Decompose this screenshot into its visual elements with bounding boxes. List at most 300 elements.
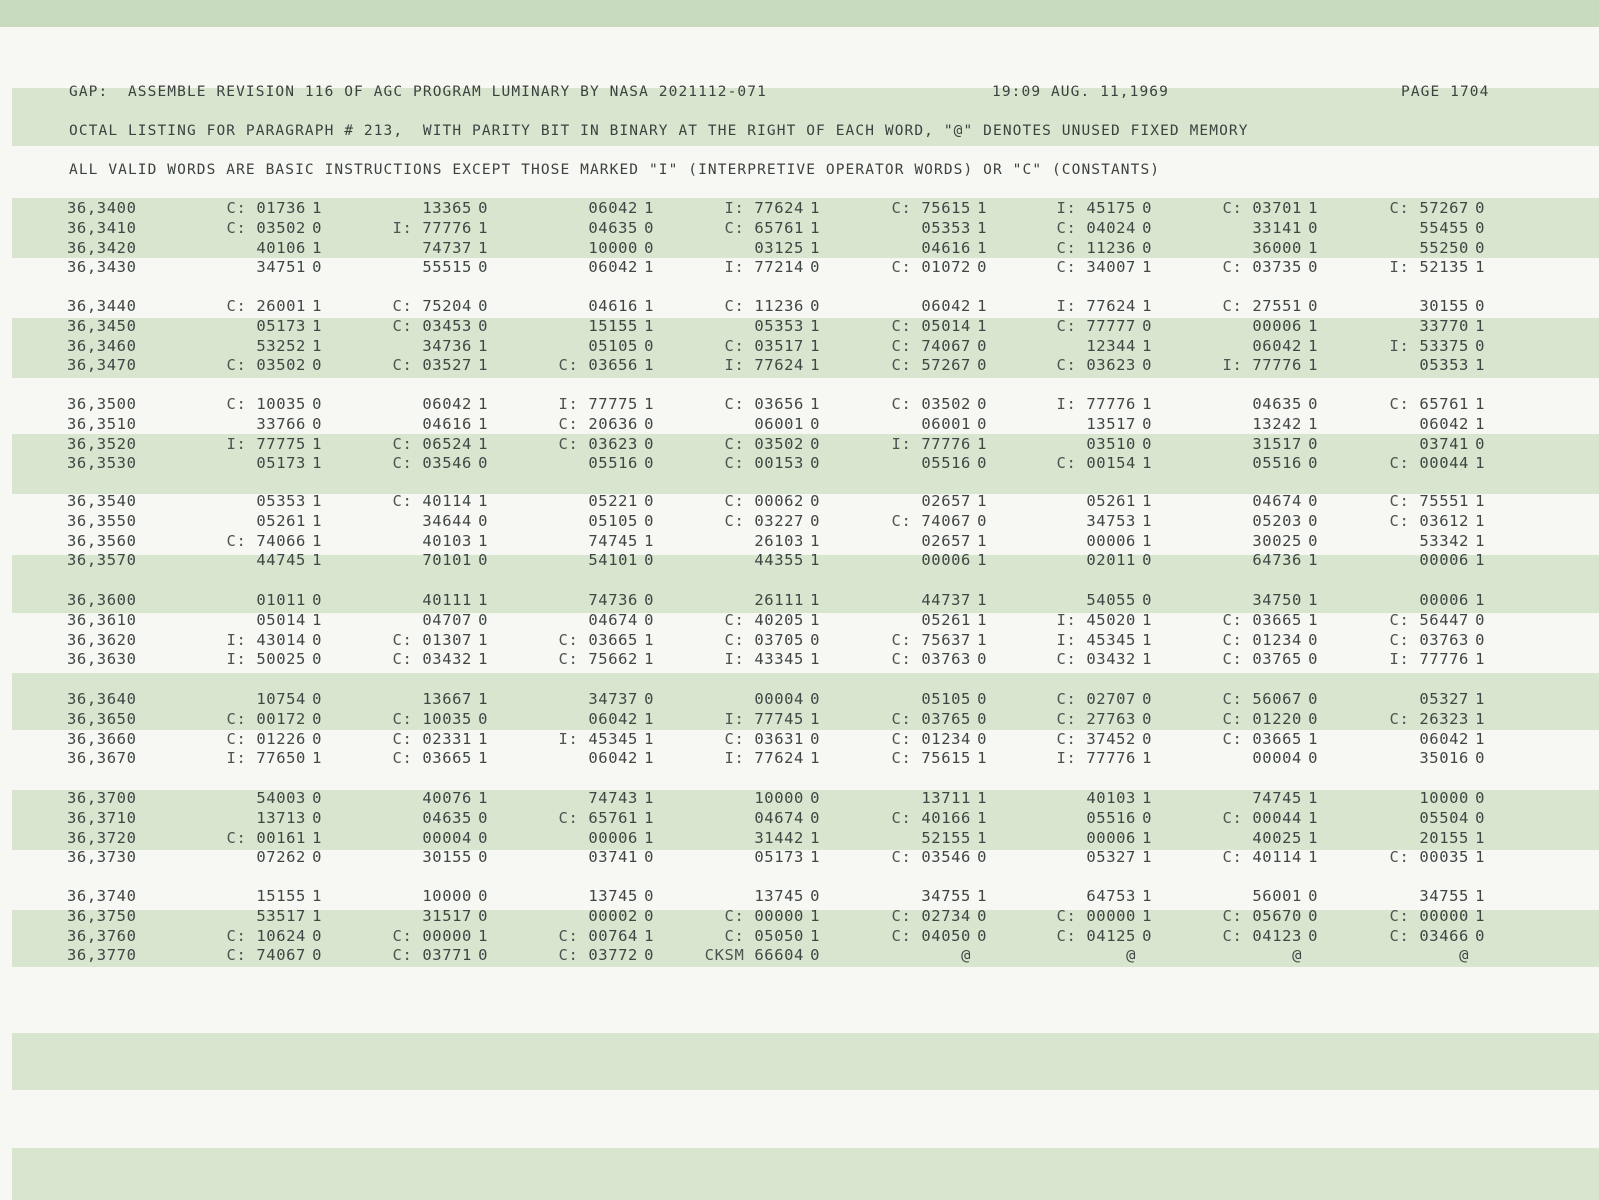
octal-word: [827, 551, 987, 569]
word-value: 26111: [754, 591, 804, 609]
parity-bit: 0: [977, 650, 987, 669]
octal-word: [827, 749, 987, 767]
octal-word: [494, 239, 654, 257]
word-value: 74736: [588, 591, 638, 609]
word-value: 03125: [754, 238, 804, 257]
parity-bit: 1: [644, 729, 654, 748]
octal-word: [1158, 239, 1318, 257]
word-value: 13745: [754, 887, 804, 905]
row-address: 36,3600: [67, 591, 137, 609]
octal-word: [494, 356, 654, 374]
word-value: 00000: [754, 906, 804, 925]
word-value: @: [1126, 946, 1136, 965]
parity-bit: 1: [644, 395, 654, 413]
octal-word: [660, 337, 820, 355]
octal-word: [494, 219, 654, 237]
parity-bit: 1: [1142, 887, 1152, 905]
word-value: 05353: [921, 218, 971, 237]
word-value: 12344: [1086, 336, 1136, 355]
parity-bit: 0: [1142, 808, 1152, 827]
parity-bit: 1: [312, 238, 322, 257]
word-value: 00006: [1252, 316, 1302, 335]
octal-word: [1325, 199, 1485, 217]
row-address: 36,3570: [67, 551, 137, 570]
word-value: 40025: [1252, 828, 1302, 847]
word-type-marker: C:: [226, 199, 257, 217]
word-value: 45020: [1086, 610, 1136, 629]
parity-bit: 1: [977, 630, 987, 649]
parity-bit: 1: [810, 591, 820, 609]
parity-bit: 1: [1475, 258, 1485, 277]
parity-bit: 0: [1142, 238, 1152, 257]
word-type-marker: I:: [226, 434, 257, 453]
octal-word: [827, 239, 987, 257]
parity-bit: 0: [977, 336, 987, 355]
octal-word: [1325, 749, 1485, 767]
word-value: 75551: [1419, 492, 1469, 510]
word-value: 74067: [921, 336, 971, 355]
word-type-marker: C:: [891, 316, 922, 335]
parity-bit: 0: [1308, 906, 1318, 925]
octal-word: [328, 730, 488, 748]
octal-word: [162, 239, 322, 257]
parity-bit: 0: [810, 492, 820, 510]
octal-word: [1158, 219, 1318, 237]
parity-bit: 1: [478, 650, 488, 669]
parity-bit: 0: [810, 946, 820, 965]
parity-bit: 1: [810, 551, 820, 570]
parity-bit: 1: [1308, 238, 1318, 257]
row-address: 36,3520: [67, 434, 137, 453]
parity-bit: 0: [644, 591, 654, 609]
word-type-marker: C:: [392, 709, 423, 728]
row-address: 36,3700: [67, 789, 137, 807]
octal-word: [1325, 829, 1485, 847]
parity-bit: 1: [810, 356, 820, 375]
word-value: 43014: [256, 630, 306, 649]
parity-bit: 0: [810, 808, 820, 827]
word-value: 01226: [256, 729, 306, 748]
octal-word: [162, 927, 322, 945]
word-value: 45345: [1086, 630, 1136, 649]
octal-word: [992, 887, 1152, 905]
octal-word: [1158, 848, 1318, 866]
word-value: 57267: [1419, 199, 1469, 217]
word-type-marker: C:: [891, 848, 922, 867]
parity-bit: 1: [977, 808, 987, 827]
octal-word: [660, 454, 820, 472]
word-value: 04674: [588, 610, 638, 629]
parity-bit: 0: [1475, 336, 1485, 355]
octal-word: [660, 789, 820, 807]
octal-word: [162, 710, 322, 728]
word-type-marker: I:: [1056, 749, 1087, 768]
parity-bit: 0: [644, 551, 654, 570]
word-value: 05504: [1419, 808, 1469, 827]
parity-bit: 1: [1142, 258, 1152, 277]
octal-word: [992, 532, 1152, 550]
parity-bit: 1: [312, 297, 322, 315]
word-type-marker: C:: [891, 395, 922, 413]
octal-word: [827, 650, 987, 668]
word-value: 65761: [588, 808, 638, 827]
octal-word: [827, 710, 987, 728]
parity-bit: 1: [478, 749, 488, 768]
parity-bit: 0: [977, 709, 987, 728]
parity-bit: 0: [1308, 492, 1318, 510]
word-value: 75615: [921, 199, 971, 217]
word-value: 05516: [588, 454, 638, 473]
word-value: 05014: [921, 316, 971, 335]
row-address: 36,3400: [67, 199, 137, 217]
word-value: 00006: [1086, 828, 1136, 847]
octal-word: [1158, 631, 1318, 649]
parity-bit: 1: [312, 749, 322, 768]
word-value: 06524: [422, 434, 472, 453]
word-value: 43345: [754, 650, 804, 669]
parity-bit: 1: [977, 610, 987, 629]
parity-bit: 1: [478, 395, 488, 413]
parity-bit: 0: [977, 414, 987, 433]
parity-bit: 1: [478, 238, 488, 257]
word-type-marker: I:: [226, 650, 257, 669]
octal-word: [494, 415, 654, 433]
word-value: 33766: [256, 414, 306, 433]
parity-bit: 1: [478, 434, 488, 453]
parity-bit: 1: [478, 591, 488, 609]
row-address: 36,3670: [67, 749, 137, 768]
parity-bit: 1: [1475, 906, 1485, 925]
word-value: 03763: [921, 650, 971, 669]
parity-bit: 1: [1308, 356, 1318, 375]
word-value: 77745: [754, 709, 804, 728]
parity-bit: 0: [312, 650, 322, 669]
parity-bit: 0: [1475, 218, 1485, 237]
octal-word: [494, 631, 654, 649]
octal-word: [328, 907, 488, 925]
word-type-marker: C:: [724, 336, 755, 355]
octal-word: [162, 219, 322, 237]
word-type-marker: C:: [1056, 218, 1087, 237]
octal-word: [1158, 789, 1318, 807]
octal-word: [1158, 337, 1318, 355]
word-type-marker: C:: [226, 356, 257, 375]
parity-bit: 0: [312, 414, 322, 433]
parity-bit: 0: [644, 492, 654, 510]
word-value: 01011: [256, 591, 306, 609]
row-address: 36,3620: [67, 630, 137, 649]
parity-bit: 0: [312, 591, 322, 609]
parity-bit: 0: [312, 729, 322, 748]
parity-bit: 1: [810, 709, 820, 728]
word-value: 00004: [1252, 749, 1302, 768]
octal-word: [1158, 650, 1318, 668]
row-address: 36,3730: [67, 848, 137, 867]
word-value: 00004: [754, 690, 804, 708]
parity-bit: 0: [644, 336, 654, 355]
word-value: 05105: [588, 511, 638, 530]
row-address: 36,3650: [67, 709, 137, 728]
parity-bit: 0: [312, 395, 322, 413]
word-value: 26001: [256, 297, 306, 315]
octal-word: [992, 611, 1152, 629]
word-value: 05353: [256, 492, 306, 510]
parity-bit: 1: [644, 828, 654, 847]
word-value: 00172: [256, 709, 306, 728]
word-type-marker: C:: [558, 630, 589, 649]
parity-bit: 0: [810, 434, 820, 453]
octal-word: [1158, 907, 1318, 925]
word-value: 03623: [588, 434, 638, 453]
octal-word: [1325, 730, 1485, 748]
octal-word: [992, 219, 1152, 237]
word-value: 75615: [921, 749, 971, 768]
word-value: 26323: [1419, 709, 1469, 728]
word-value: 77650: [256, 749, 306, 768]
octal-word: [827, 848, 987, 866]
word-value: 31517: [422, 906, 472, 925]
word-value: 13713: [256, 808, 306, 827]
octal-word: [1325, 887, 1485, 905]
word-value: 00006: [921, 551, 971, 570]
word-type-marker: C:: [1222, 610, 1253, 629]
octal-word: [992, 317, 1152, 335]
word-value: 03623: [1086, 356, 1136, 375]
word-type-marker: C:: [558, 808, 589, 827]
word-value: 77624: [1086, 297, 1136, 315]
word-value: 03510: [1086, 434, 1136, 453]
word-value: 06042: [588, 258, 638, 277]
parity-bit: 1: [312, 511, 322, 530]
word-type-marker: C:: [226, 729, 257, 748]
parity-bit: 1: [644, 650, 654, 669]
word-type-marker: C:: [392, 492, 423, 510]
word-value: 34737: [588, 690, 638, 708]
word-value: 34644: [422, 511, 472, 530]
octal-word: [1325, 591, 1485, 609]
parity-bit: 0: [1142, 218, 1152, 237]
word-type-marker: C:: [558, 414, 589, 433]
parity-bit: 1: [810, 749, 820, 768]
octal-word: [1158, 415, 1318, 433]
row-address: 36,3510: [67, 414, 137, 433]
parity-bit: 0: [810, 454, 820, 473]
parity-bit: 1: [644, 316, 654, 335]
word-value: 04635: [1252, 395, 1302, 413]
word-value: 53375: [1419, 336, 1469, 355]
octal-word: [1158, 317, 1318, 335]
parity-bit: 0: [644, 511, 654, 530]
octal-word: [162, 690, 322, 708]
octal-word: [328, 710, 488, 728]
word-type-marker: C:: [724, 218, 755, 237]
word-type-marker: C:: [1222, 709, 1253, 728]
octal-word: [992, 631, 1152, 649]
word-type-marker: I:: [724, 258, 755, 277]
word-value: 03735: [1252, 258, 1302, 277]
octal-word: [1158, 454, 1318, 472]
word-value: 04635: [422, 808, 472, 827]
octal-word: [660, 829, 820, 847]
word-value: 05203: [1252, 511, 1302, 530]
parity-bit: 0: [478, 199, 488, 217]
word-value: 05516: [921, 454, 971, 473]
octal-word: [827, 435, 987, 453]
octal-word: [660, 551, 820, 569]
parity-bit: 0: [312, 218, 322, 237]
octal-word: [494, 749, 654, 767]
row-address: 36,3540: [67, 492, 137, 510]
octal-word: [992, 749, 1152, 767]
word-value: 20155: [1419, 828, 1469, 847]
parity-bit: 0: [1475, 297, 1485, 315]
octal-word: [992, 829, 1152, 847]
parity-bit: 0: [810, 258, 820, 277]
parity-bit: 0: [1475, 434, 1485, 453]
parity-bit: 1: [478, 356, 488, 375]
octal-word: [162, 848, 322, 866]
parity-bit: 0: [1308, 630, 1318, 649]
word-value: 00002: [588, 906, 638, 925]
word-value: 00764: [588, 926, 638, 945]
word-value: 05173: [754, 848, 804, 867]
parity-bit: 1: [810, 336, 820, 355]
word-type-marker: C:: [891, 749, 922, 768]
parity-bit: 1: [1142, 906, 1152, 925]
parity-bit: 0: [1475, 199, 1485, 217]
octal-word: [660, 591, 820, 609]
word-value: 77776: [1419, 650, 1469, 669]
word-value: 34753: [1086, 511, 1136, 530]
word-value: 74067: [256, 946, 306, 965]
word-type-marker: C:: [558, 356, 589, 375]
word-value: 03612: [1419, 511, 1469, 530]
parity-bit: 0: [478, 887, 488, 905]
octal-word: [328, 492, 488, 510]
word-value: @: [1459, 946, 1469, 965]
parity-bit: 1: [1475, 709, 1485, 728]
parity-bit: 1: [977, 828, 987, 847]
word-type-marker: C:: [1056, 709, 1087, 728]
octal-word: [328, 829, 488, 847]
octal-word: [328, 199, 488, 217]
parity-bit: 0: [1308, 650, 1318, 669]
word-value: 02734: [921, 906, 971, 925]
parity-bit: 1: [1475, 356, 1485, 375]
octal-word: [494, 829, 654, 847]
parity-bit: 1: [644, 709, 654, 728]
word-type-marker: C:: [1389, 395, 1420, 413]
parity-bit: 0: [1142, 414, 1152, 433]
octal-word: [1325, 907, 1485, 925]
word-value: 13242: [1252, 414, 1302, 433]
parity-bit: 0: [1142, 199, 1152, 217]
word-value: 13711: [921, 789, 971, 807]
octal-word: [162, 887, 322, 905]
word-value: 77776: [1086, 749, 1136, 768]
octal-word: [328, 631, 488, 649]
parity-bit: 0: [644, 690, 654, 708]
row-address: 36,3750: [67, 906, 137, 925]
word-value: 03765: [921, 709, 971, 728]
word-value: 13667: [422, 690, 472, 708]
word-type-marker: C:: [226, 297, 257, 315]
row-address: 36,3710: [67, 808, 137, 827]
parity-bit: 1: [810, 316, 820, 335]
word-value: 56001: [1252, 887, 1302, 905]
word-type-marker: C:: [1056, 238, 1087, 257]
octal-word: [827, 512, 987, 530]
word-value: 11236: [754, 297, 804, 315]
word-value: 05353: [1419, 356, 1469, 375]
parity-bit: 1: [1142, 749, 1152, 768]
octal-word: [992, 356, 1152, 374]
row-address: 36,3640: [67, 690, 137, 708]
parity-bit: 1: [1142, 828, 1152, 847]
word-value: 03432: [422, 650, 472, 669]
word-value: 53342: [1419, 531, 1469, 550]
parity-bit: 0: [1308, 511, 1318, 530]
octal-word: [992, 591, 1152, 609]
octal-word: [328, 239, 488, 257]
parity-bit: 0: [977, 511, 987, 530]
word-type-marker: C:: [392, 630, 423, 649]
word-type-marker: C:: [1056, 926, 1087, 945]
word-value: 77776: [1252, 356, 1302, 375]
parity-bit: 0: [1475, 808, 1485, 827]
octal-word: [494, 492, 654, 510]
octal-word: [162, 199, 322, 217]
octal-word: [660, 512, 820, 530]
word-type-marker: C:: [724, 492, 755, 510]
parity-bit: 0: [1308, 531, 1318, 550]
word-type-marker: C:: [891, 258, 922, 277]
word-value: 40166: [921, 808, 971, 827]
word-type-marker: C:: [724, 610, 755, 629]
word-value: 04125: [1086, 926, 1136, 945]
word-type-marker: C:: [392, 356, 423, 375]
word-value: 57267: [921, 356, 971, 375]
octal-word: [494, 297, 654, 315]
word-value: 64753: [1086, 887, 1136, 905]
parity-bit: 0: [977, 356, 987, 375]
octal-word: [328, 650, 488, 668]
word-value: 04616: [921, 238, 971, 257]
octal-word: [827, 317, 987, 335]
word-value: 77776: [921, 434, 971, 453]
header-timestamp: 19:09 AUG. 11,1969: [992, 84, 1169, 100]
word-value: 44745: [256, 551, 306, 570]
parity-bit: 0: [1142, 690, 1152, 708]
parity-bit: 1: [977, 749, 987, 768]
parity-bit: 0: [1308, 218, 1318, 237]
parity-bit: 1: [644, 749, 654, 768]
octal-word: [827, 611, 987, 629]
word-type-marker: C:: [1056, 454, 1087, 473]
parity-bit: 0: [1475, 630, 1485, 649]
octal-word: [328, 946, 488, 964]
parity-bit: 0: [1308, 887, 1318, 905]
parity-bit: 1: [1142, 297, 1152, 315]
octal-word: [494, 611, 654, 629]
word-value: 00062: [754, 492, 804, 510]
octal-word: [162, 551, 322, 569]
octal-word: [660, 532, 820, 550]
word-value: 05014: [256, 610, 306, 629]
word-value: 20636: [588, 414, 638, 433]
word-type-marker: C:: [1389, 511, 1420, 530]
word-type-marker: C:: [1222, 650, 1253, 669]
